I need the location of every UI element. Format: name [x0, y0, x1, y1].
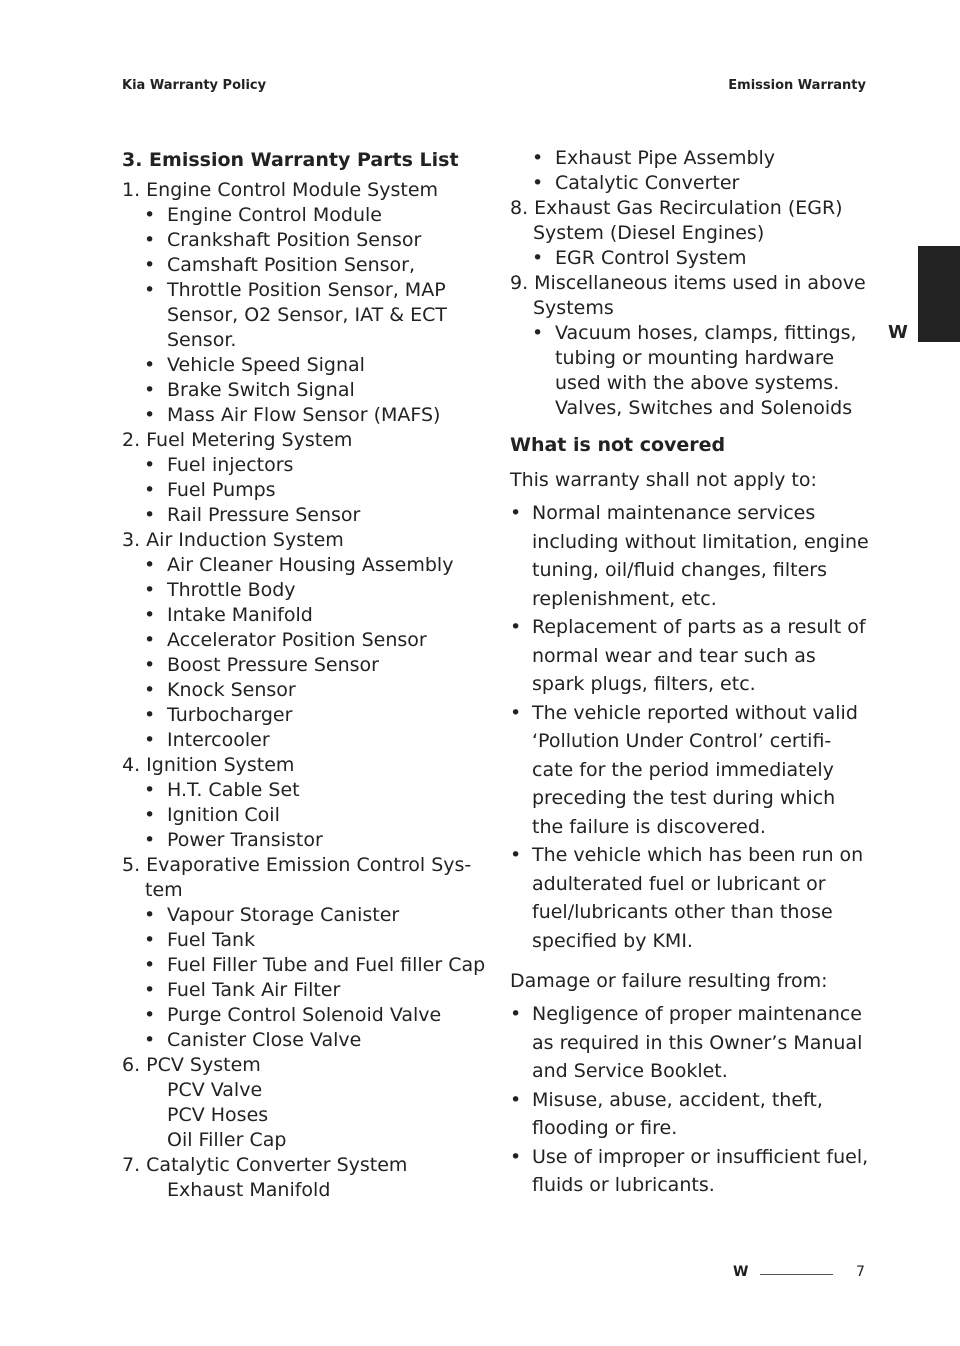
- list-item: • Turbocharger: [144, 704, 293, 726]
- left-column: [122, 146, 498, 1203]
- damage-list: [510, 1000, 870, 1200]
- parts-group: [122, 1053, 498, 1153]
- list-item: • Catalytic Converter: [532, 172, 740, 194]
- list-item: • Vapour Storage Canister: [144, 904, 400, 926]
- list-item: • Camshaft Position Sensor,: [144, 254, 416, 276]
- list-item: • Mass Air Flow Sensor (MAFS): [144, 404, 441, 426]
- list-item: • H.T. Cable Set: [144, 779, 300, 801]
- group-title: 2. Fuel Metering System: [122, 429, 353, 451]
- list-item: • Fuel injectors: [144, 454, 294, 476]
- parts-group: [510, 271, 870, 421]
- list-item: • Fuel Tank: [144, 929, 256, 951]
- list-item: • Throttle Body: [144, 579, 296, 601]
- parts-group: [122, 528, 498, 753]
- page-number: 7: [856, 1264, 865, 1280]
- list-item: • Engine Control Module: [144, 204, 382, 226]
- group-title: 9. Miscellaneous items used in above Systems: [510, 272, 866, 319]
- list-item: • Vacuum hoses, clamps, fittings, tubing or mounting hardware used with the above systems. Valves, Switches and Solenoids: [532, 322, 857, 419]
- group-title: 8. Exhaust Gas Recirculation (EGR) System (Diesel Engines): [510, 197, 843, 244]
- footer-divider: [760, 1274, 833, 1275]
- list-item: • Canister Close Valve: [144, 1029, 362, 1051]
- group-title: 5. Evaporative Emission Control Sys-tem: [122, 854, 472, 901]
- list-item: • The vehicle which has been run on adulterated fuel or lubricant or fuel/lubricants other than those specified by KMI.: [510, 844, 864, 952]
- section-tab-letter: W: [888, 322, 908, 343]
- list-item: • Power Transistor: [144, 829, 323, 851]
- list-item: • Exhaust Pipe Assembly: [532, 147, 776, 169]
- list-item: • Air Cleaner Housing Assembly: [144, 554, 454, 576]
- list-item: Oil Filler Cap: [167, 1129, 287, 1151]
- list-item: • Fuel Pumps: [144, 479, 276, 501]
- running-header-right: Emission Warranty: [728, 78, 866, 93]
- section-tab-marker: [918, 246, 960, 342]
- list-item: • Crankshaft Position Sensor: [144, 229, 422, 251]
- right-column: [510, 146, 870, 1200]
- parts-group: [122, 428, 498, 528]
- list-item: • Brake Switch Signal: [144, 379, 355, 401]
- list-item: • Use of improper or insufficient fuel, fluids or lubricants.: [510, 1145, 869, 1196]
- list-item: • Replacement of parts as a result of normal wear and tear such as spark plugs, filters, etc.: [510, 616, 866, 695]
- not-covered-list: [510, 499, 870, 955]
- group-title: 7. Catalytic Converter System: [122, 1154, 408, 1176]
- list-item: • Fuel Filler Tube and Fuel filler Cap: [144, 954, 486, 976]
- list-item: • Vehicle Speed Signal: [144, 354, 365, 376]
- group-title: 3. Air Induction System: [122, 529, 344, 551]
- group-title: 4. Ignition System: [122, 754, 295, 776]
- not-covered-intro: This warranty shall not apply to:: [510, 469, 817, 491]
- list-item: • Knock Sensor: [144, 679, 296, 701]
- list-item: • Rail Pressure Sensor: [144, 504, 361, 526]
- parts-group: [122, 178, 498, 428]
- list-item: • Purge Control Solenoid Valve: [144, 1004, 442, 1026]
- parts-group: [510, 196, 870, 271]
- list-item: • Misuse, abuse, accident, theft, flooding or fire.: [510, 1088, 823, 1139]
- list-item: • Throttle Position Sensor, MAP Sensor, O2 Sensor, IAT & ECT Sensor.: [144, 279, 447, 351]
- list-item: • Ignition Coil: [144, 804, 280, 826]
- list-item: • Fuel Tank Air Filter: [144, 979, 341, 1001]
- running-header-left: Kia Warranty Policy: [122, 78, 267, 93]
- list-item: • Boost Pressure Sensor: [144, 654, 379, 676]
- list-item: Exhaust Manifold: [167, 1179, 331, 1201]
- parts-group: [122, 853, 498, 1053]
- parts-group: [122, 1153, 498, 1203]
- not-covered-heading: What is not covered: [510, 434, 726, 456]
- footer-section-letter: W: [733, 1264, 749, 1280]
- parts-group: [122, 753, 498, 853]
- list-item: • Intake Manifold: [144, 604, 313, 626]
- group-title: 6. PCV System: [122, 1054, 261, 1076]
- damage-intro: Damage or failure resulting from:: [510, 970, 828, 992]
- list-item: PCV Hoses: [167, 1104, 269, 1126]
- list-item: • Accelerator Position Sensor: [144, 629, 427, 651]
- list-item: • The vehicle reported without valid ‘Pollution Under Control’ certifi-cate for the period immediately preceding the test during which the failure is discovered.: [510, 701, 858, 838]
- list-item: • Negligence of proper maintenance as required in this Owner’s Manual and Service Booklet.: [510, 1003, 863, 1082]
- list-item: PCV Valve: [167, 1079, 263, 1101]
- group-title: 1. Engine Control Module System: [122, 179, 439, 201]
- list-item: • EGR Control System: [532, 247, 747, 269]
- list-item: • Normal maintenance services including without limitation, engine tuning, oil/fluid changes, filters replenishment, etc.: [510, 502, 869, 610]
- parts-list-title: 3. Emission Warranty Parts List: [122, 149, 459, 171]
- list-item: • Intercooler: [144, 729, 270, 751]
